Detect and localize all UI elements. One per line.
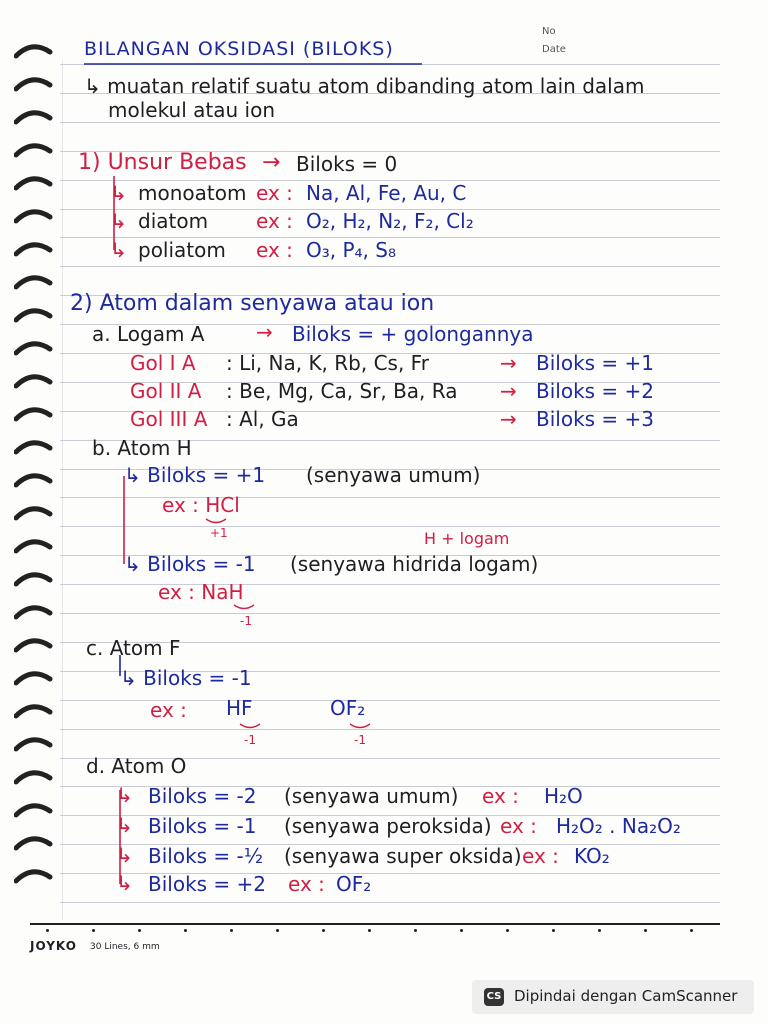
bracket-arrow: ↳ [116, 843, 133, 867]
group-biloks: Biloks = +1 [536, 351, 655, 375]
ruler-dot [506, 929, 509, 932]
ruler-dot [322, 929, 325, 932]
f-example-label: ex : [150, 698, 187, 722]
h-example-1: ex : HCl [162, 493, 240, 517]
brand-logo: JOYKO [30, 939, 77, 953]
item-label: poliatom [138, 238, 226, 262]
h-example-1-mark: +1 [210, 526, 228, 540]
ex-label: ex : [256, 181, 293, 205]
section1-heading: 1) Unsur Bebas [78, 150, 247, 175]
group-elements: : Be, Mg, Ca, Sr, Ba, Ra [226, 379, 458, 403]
camscanner-watermark [472, 980, 754, 1014]
subsection-a-title: a. Logam A [92, 322, 205, 346]
no-label: No [542, 26, 556, 37]
o-biloks: Biloks = -1 [148, 814, 257, 838]
o-example: OF₂ [336, 872, 372, 896]
example-value: Na, Al, Fe, Au, C [306, 181, 467, 205]
ruler-dot [552, 929, 555, 932]
o-note: (senyawa umum) [284, 784, 459, 808]
hf-underline [240, 724, 260, 728]
ruler-dot [644, 929, 647, 932]
definition-line-1: ↳ muatan relatif suatu atom dibanding atom lain dalam [84, 74, 645, 98]
nah-underline [234, 605, 254, 609]
ex-label: ex : [522, 844, 559, 868]
group-label: Gol I A [130, 351, 196, 375]
subsection-a-rule: Biloks = + golongannya [292, 322, 534, 346]
subsection-d-title: d. Atom O [86, 754, 187, 778]
group-label: Gol II A [130, 379, 202, 403]
bracket-arrow: ↳ [110, 181, 127, 205]
bracket-arrow: ↳ [110, 238, 127, 262]
item-label: monoatom [138, 181, 247, 205]
ex-label: ex : [482, 784, 519, 808]
h-example-2: ex : NaH [158, 580, 244, 604]
camscanner-icon: CS [484, 988, 504, 1006]
ex-label: ex : [500, 814, 537, 838]
arrow: → [500, 351, 517, 375]
group-biloks: Biloks = +2 [536, 379, 655, 403]
ruler-dot [276, 929, 279, 932]
o-example: H₂O [544, 784, 583, 808]
ruler-dot [598, 929, 601, 932]
o-example: KO₂ [574, 844, 610, 868]
h-biloks-2-note: (senyawa hidrida logam) [290, 552, 539, 576]
example-value: O₂, H₂, N₂, F₂, Cl₂ [306, 209, 474, 233]
ruler-dot [138, 929, 141, 932]
hydride-note: H + logam [424, 529, 510, 548]
f-example-b: OF₂ [330, 696, 366, 720]
f-example-a-mark: -1 [244, 733, 256, 747]
definition-line-2: molekul atau ion [108, 98, 275, 122]
group-biloks: Biloks = +3 [536, 407, 655, 431]
ex-label: ex : [256, 238, 293, 262]
bracket-arrow: ↳ [110, 209, 127, 233]
ruler-dot [460, 929, 463, 932]
paper-spec: 30 Lines, 6 mm [90, 942, 160, 952]
ex-label: ex : [288, 872, 325, 896]
ruler-dot [46, 929, 49, 932]
of2-underline [350, 724, 370, 728]
section1-rule: Biloks = 0 [296, 152, 398, 176]
camscanner-text: Dipindai dengan CamScanner [514, 987, 738, 1005]
bottom-margin-line [30, 923, 720, 925]
bracket-arrow: ↳ [116, 813, 133, 837]
subsection-c-title: c. Atom F [86, 636, 181, 660]
f-biloks: ↳ Biloks = -1 [120, 666, 252, 690]
example-value: O₃, P₄, S₈ [306, 238, 396, 262]
bracket-arrow: ↳ [116, 871, 133, 895]
f-example-b-mark: -1 [354, 733, 366, 747]
ruler-dot [92, 929, 95, 932]
f-example-a: HF [226, 696, 253, 720]
arrow: → [256, 320, 273, 344]
arrow: → [500, 379, 517, 403]
ex-label: ex : [256, 209, 293, 233]
o-biloks: Biloks = -½ [148, 844, 264, 868]
hcl-underline [206, 519, 226, 523]
item-label: diatom [138, 209, 209, 233]
ruler-dot [414, 929, 417, 932]
group-label: Gol III A [130, 407, 208, 431]
section2-heading: 2) Atom dalam senyawa atau ion [70, 291, 435, 316]
date-label: Date [542, 44, 566, 55]
o-example: H₂O₂ . Na₂O₂ [556, 814, 681, 838]
h-example-2-mark: -1 [240, 614, 252, 628]
o-biloks: Biloks = -2 [148, 784, 257, 808]
page-title: BILANGAN OKSIDASI (BILOKS) [84, 38, 394, 60]
group-elements: : Li, Na, K, Rb, Cs, Fr [226, 351, 429, 375]
o-biloks: Biloks = +2 [148, 872, 267, 896]
h-biloks-1-note: (senyawa umum) [306, 463, 481, 487]
ruler-dot [690, 929, 693, 932]
o-note: (senyawa peroksida) [284, 814, 492, 838]
ruler-dot [230, 929, 233, 932]
o-note: (senyawa super oksida) [284, 844, 522, 868]
arrow: → [500, 407, 517, 431]
h-biloks-2: ↳ Biloks = -1 [124, 552, 256, 576]
subsection-b-title: b. Atom H [92, 436, 192, 460]
ruler-dot [184, 929, 187, 932]
ruler-dot [368, 929, 371, 932]
h-biloks-1: ↳ Biloks = +1 [124, 463, 266, 487]
bracket-arrow: ↳ [116, 783, 133, 807]
group-elements: : Al, Ga [226, 407, 299, 431]
section1-arrow: → [262, 150, 281, 175]
